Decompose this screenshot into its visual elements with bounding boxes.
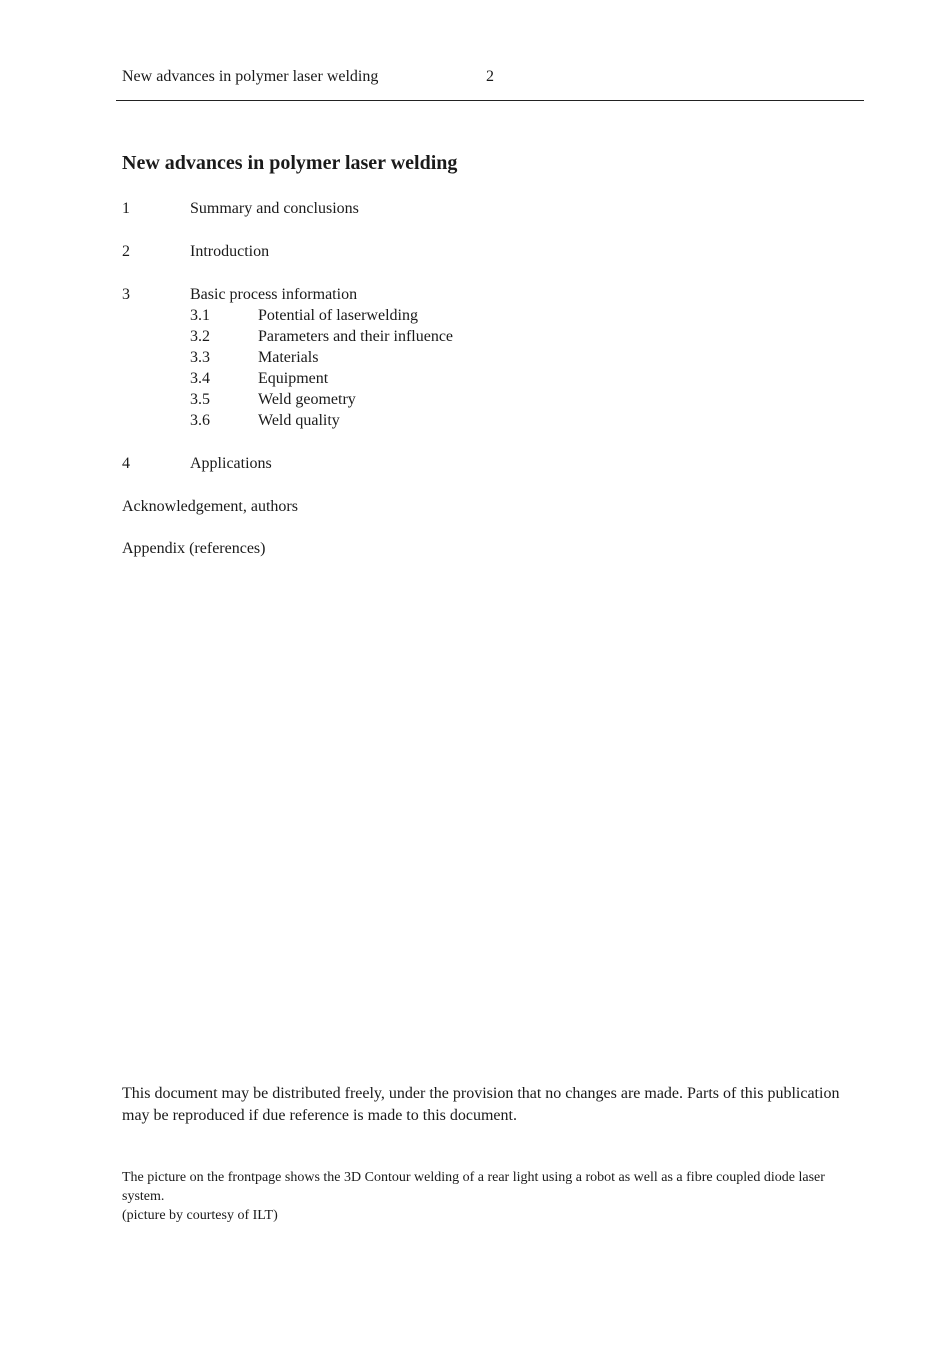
caption-credit: (picture by courtesy of ILT): [122, 1208, 278, 1223]
toc-subsection-number: 3.6: [190, 412, 210, 429]
toc-subsection-number: 3.1: [190, 307, 210, 324]
toc-subsection-label: Materials: [258, 349, 319, 366]
toc-section-4[interactable]: [122, 453, 722, 474]
toc-subsection-label: Parameters and their influence: [258, 328, 454, 345]
header-divider: [116, 100, 864, 101]
toc-appendix[interactable]: Appendix (references): [122, 540, 266, 557]
toc-subsection-label: Weld geometry: [258, 391, 356, 408]
document-title: New advances in polymer laser welding: [122, 152, 458, 174]
toc-subsection-3-3[interactable]: [122, 347, 722, 368]
toc-section-2[interactable]: [122, 241, 722, 262]
toc-subsection-3-1[interactable]: [122, 305, 722, 326]
toc-section-1[interactable]: [122, 198, 722, 219]
toc-subsection-3-6[interactable]: [122, 410, 722, 431]
toc-subsection-number: 3.3: [190, 349, 210, 366]
toc-section-label: Basic process information: [190, 286, 358, 303]
toc-subsection-3-5[interactable]: [122, 389, 722, 410]
caption-description: The picture on the frontpage shows the 3D Contour welding of a rear light using a robot as well as a fibre coupled diode laser system.: [122, 1170, 825, 1204]
toc-subsection-3-2[interactable]: [122, 326, 722, 347]
toc-section-number: 3: [122, 286, 130, 303]
page-number: 2: [486, 68, 494, 85]
toc-subsection-number: 3.5: [190, 391, 210, 408]
running-header-title: New advances in polymer laser welding: [122, 68, 379, 85]
toc-subsection-label: Potential of laserwelding: [258, 307, 418, 324]
toc-subsection-3-4[interactable]: [122, 368, 722, 389]
toc-subsection-label: Weld quality: [258, 412, 340, 429]
toc-acknowledgement[interactable]: Acknowledgement, authors: [122, 498, 298, 515]
toc-section-number: 2: [122, 243, 130, 260]
distribution-notice: This document may be distributed freely, under the provision that no changes are made. Parts of this publication may be reproduced if due reference is made to this document.: [122, 1085, 840, 1124]
toc-subsection-label: Equipment: [258, 370, 329, 387]
toc-section-number: 4: [122, 455, 130, 472]
frontpage-caption: [122, 1168, 862, 1225]
toc-section-label: Introduction: [190, 243, 270, 260]
toc-section-number: 1: [122, 200, 130, 217]
toc-subsection-number: 3.2: [190, 328, 210, 345]
table-of-contents: [122, 198, 722, 559]
toc-section-3[interactable]: [122, 284, 722, 305]
toc-section-label: Summary and conclusions: [190, 200, 359, 217]
toc-subsection-number: 3.4: [190, 370, 210, 387]
toc-section-label: Applications: [190, 455, 272, 472]
